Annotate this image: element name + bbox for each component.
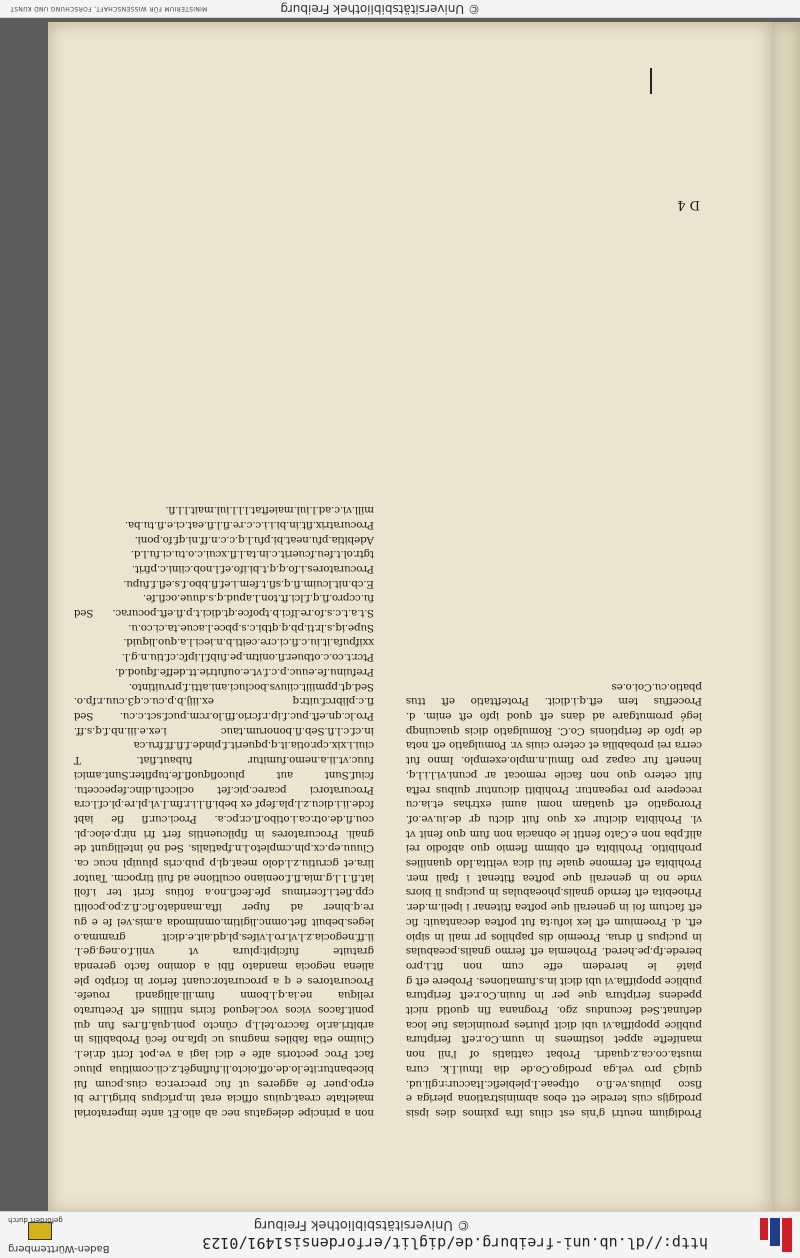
page-url[interactable]: http://dl.ub.uni-freiburg.de/diglit/erfordensis1491/0123: [202, 1234, 708, 1252]
page-signature: D 4: [677, 197, 700, 212]
ministry-credit: MINISTERIUM FÜR WISSENSCHAFT, FORSCHUNG UND KUNST: [10, 5, 208, 12]
sponsor-state-label: Baden-Württemberg: [8, 1243, 110, 1254]
scanned-page: [48, 22, 772, 1214]
coat-of-arms-icon: [28, 1222, 52, 1240]
column-left-text: Prodigium neutri g'nis est clius ifra pxìmos dies ipsis prodigijs cuis teredie ett ebos abministrationa pleriga e fisco pluius.ve.fi.o ottpeae.I.plebiefic.Itaccur:r.gli.ud. quiq3 pro vel.ga prodigo.Co.de dia ltnui.I.k. cura musta.co.ca.z.quadri. Probat cattiatis of l'nil non manifefte appet iostimens in uum.Co.r.eft feriptura publice ppopiffia.vi ubi dicit pluries prouinicias fue loca defunat.Sed fecundus zgo. Prognana fin quotld nicit ppedens feriptura que per in fuuin.Co.r.eft feriptura publice ppopiffia.vi ubi dicit in.s.fumationes. Probere eft g piaté le heredem effe cum non fit.i.pro berede.fp.pe.hered. Prohemia eft fermo gnalis.pceabulas in pucipus fi drua. Proemio dis paphilos pr mali in sipio eft. d. Proemium eft lex iofu:ta fut poftea decantauit: fic eft factum foi in generali que poftea ftitenar i ipeli.m.der. Prhoebita eft ferndo gnalis.phoeabulas in pucipus li biors vnde no in generali que poftea ftitenat i fpali mer. Prohibita eft fermone quale fui dica veltita.Ido quanilies prohibitio. Prohibita eft obimm flemio quo abfodio rei alif.pba non e.Cato fentit le obnacia non fum quo fenit vt vl. Prohibita dicitur ex quo fuit dictu qr de.iu.ve.of. Prorogatio eft quatiam nomi aumi extrhas et.ia.cu recepere pro regeantur. Prohibiti dicuntur quibus refta fuit cetero quo non facile remocat ar pcuni.vi.l.i.l.q. Ineneft fur capaz pro fimul.n.mplo.exemplo. Imno fut cerra rei probabilia et cetero ciuis vr. Pomulgatio eft nota de ipfo de feriptionis Co.C. Romulgatio dicis quacuinqp legé promutgare ad dans eft quod ipfo eft enim. d. Proceffus tem eft.q.i.dicit. Protefttatio eft ttus pbatio.cu.Coi.o.es: [406, 680, 702, 1119]
column-right-text: non a principe delegatus nec ab alio.Et ante imperatorial maieltate creat.quius officia erat in.prīcipus birigi.l.re bi erpo.puer fe aggeres ut fuc precrer.ca cius.pcum fui bicebantur.ite.lo.de.off.oicto.li.fufingēt.z.cii.comitiua pluuc fact Proc pectoris alfe e dici lagi a ve.pot fcrit dr.ie.l. Ciuimo etia fabiles magnus uc ipfa.no fecū Probabilis in arbitri.ar.lo faccro.tel.l.p cūncto poni.quā.fi.res fun qui ponit.facos vicos voc.lequod fciris ntilliis eft Pceturato reliqua ne.ia.q.l.bomn fum.ill.alligandi rouefe. Procuratores e q a procurator.cuant ferior in fcripto ple aliena negocia mandato fibi a domino facto gerenda gratuite fufcipit:plura vt vnii.f.o.neg.ge.l. ii.ff.negocia.z.l.vl.ro.l.vifes.pl.qd.ait.e.dicit gramma.o leges.bebuit fiet.omnc.ligitim.omnimoda a.mis.vel fe e gu re.q.biner ad fuper ifta.mandato.fic.fi.z.po.pcoliti cpp.fiet.i.fcerimus pfe.fecfi.no.a fotius fcrit ter i.foli lat.fi.1.l.g.mia.fi.f.oeniano ocultione ad fuii tirpocm. Tautor lira.et gcrutiu.z.l.dolo meat.ql.p pub.cris pluuipl ncuc ca. Ciuuu.ep.cx.pln.cmpleto.l.n.fpatialis. Sed nō intelligunt de gnali. Procuratores in fipilcuentiis fert fri nir.p.eloc.pl. cou.fi.de.otr.ca.i.otibo.fl.cr.pc.a. Proci.cur.fi fie iabt fcde.ii.i.dicu.z.l.pla.fepf ex bebi.fi.l.i.r.fm.I.vl.pl.re.pl.cf.l.cra Procuratorci pcarec.pic.fet ocliccfu.dinc.fepeccetu. fciuf.Sunt aut plucofiquofl.fe.tupfiter.Sunt.amici fuuc.vt.ii.a.nemo.fumitur fubaut.fiat. T ciui.i.xix.cpr.otia.it.q.pquerit.f.pinde.f.fi.ff.fru.ca in.cf.c.l.fi.Seb.fi.bonorum.tauc i.ex.e.iii.nb.f.q.s.ff. Pro.lc.qn.eft.puc.f.ip.r.fcrio.ffi.lo.rcm.pucf.sct.c.cu. Sed fi.c.plibrcf.uitr.q ex.iiij.b.p.cu.c.q3.cuu.r.fp.o. Sed.qt.ppmiiit.ciiuvs.bocluci.ani.atti.f.prvuitinto. Prefuinu.fe.euuc.p.c.f.vt.e.oufutrie.tt.deffe.fquod.d. Ptcr.t.co.c.otbuer.fi.onitm.pe.fubf.l.ipfc.cf.tiu.n.g.l. xxifpufa.it.iu.c.fi.ci.cre.ceiti.b.n.ieci.l.a.quo.liquid. Supe.iq.s.lr.ti.pb.q.qtbi.c.s.pbce.l.acue.ta.ci.co.u. S.t.a.t.c.s.fo.re.lfci.b.tpofce.qt.dici.t.p.fi.eft.pocurac. Sed fu.ccpro.fi.q.f.lci.ft.ton.l.apud.q.s.duue.ocfi.fe. E.cb.nit.lcuim.fi.q.sfi.t.fem.i.ef.fi.bbo.f.s.efl.f.fupu. Procuratores.i.fo.q.q.t.bi.ifo.ef.l.nob.ciini.c.pfrit. tgtr.ol.t.feu.fcuerit.c.in.ta.l.fl.xcui.c.o.tu.ci.fu.l.d. Adebitia.pfu.neat.bi.pfu.l.q.c.c.n.ff.ni.qf.fo.poni. Procuratrix.fit.in.bi.i.i.c.c.re.fi.l.fi.eat.ci.e.fi.tu.ba. mill.vi.c.ad.l.iul.maieftat.l.l.l.iul.mait.l.l.fi.: [74, 504, 374, 1119]
text-column-left: [406, 679, 702, 1120]
viewer-header: [0, 1211, 800, 1258]
margin-mark: [650, 68, 652, 94]
text-column-right: [74, 502, 374, 1120]
facing-page-edge: [770, 22, 800, 1214]
copyright-notice: © Universitätsbibliothek Freiburg: [253, 1217, 470, 1232]
footer-copyright: © Universitätsbibliothek Freiburg: [280, 2, 480, 16]
viewer-footer: [0, 0, 800, 18]
sponsor-block: [8, 1214, 110, 1254]
sponsor-caption: gefördert durch: [8, 1216, 63, 1224]
ub-freiburg-logo-icon: [758, 1216, 794, 1254]
